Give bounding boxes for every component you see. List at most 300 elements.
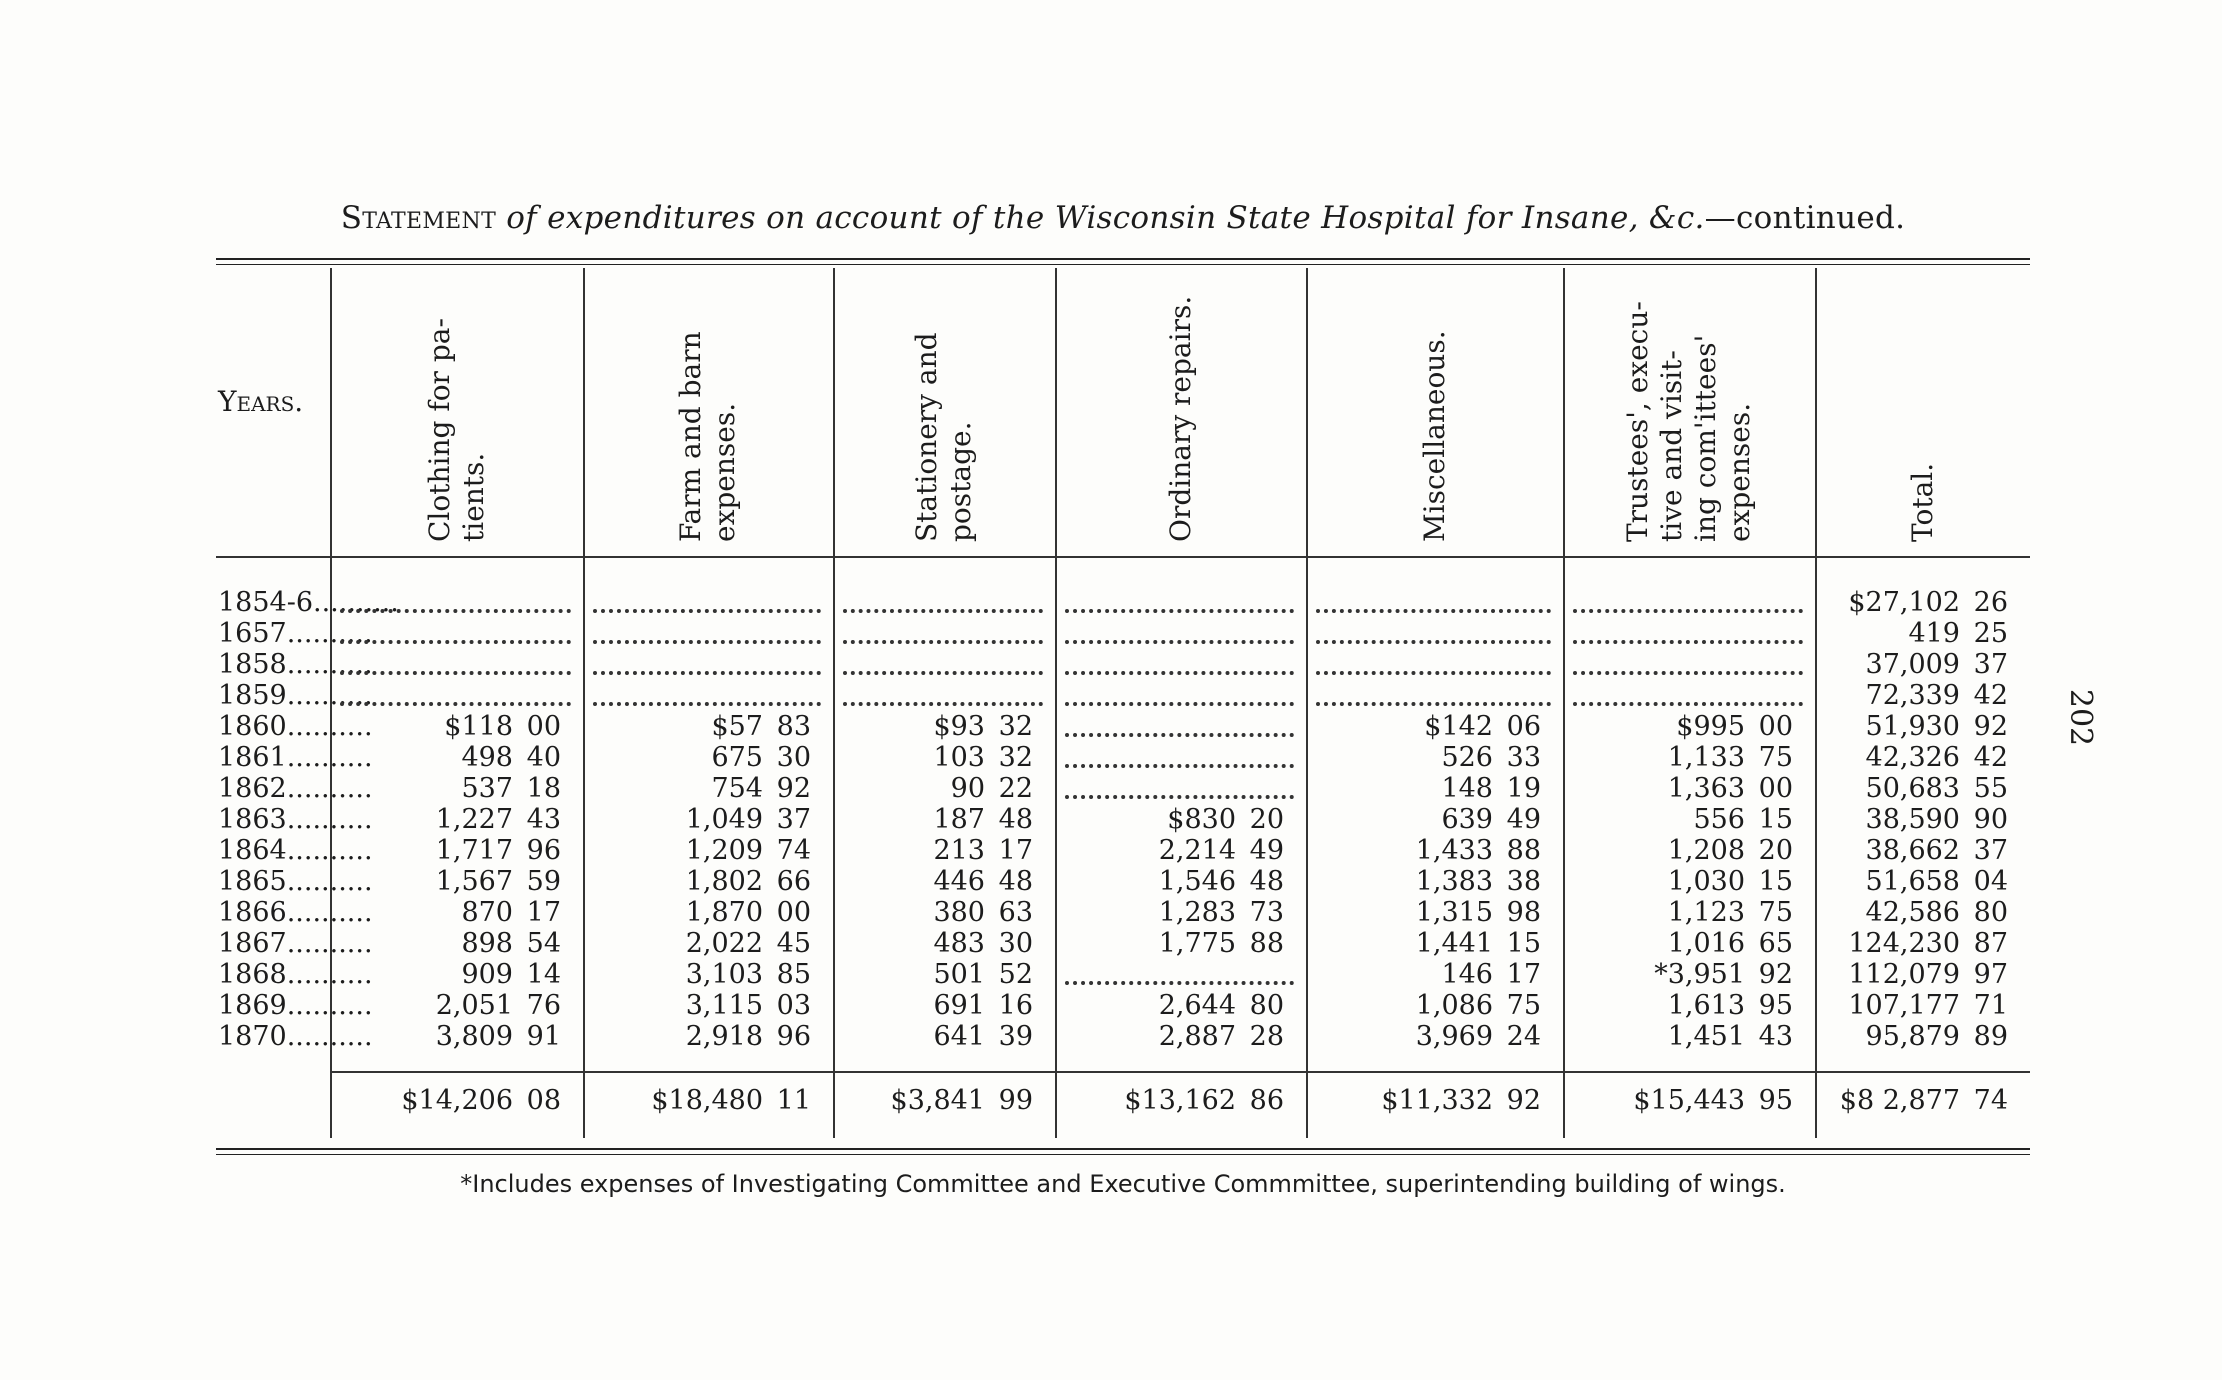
amount-cell	[330, 866, 561, 897]
year-label: 1865..........	[218, 866, 373, 897]
cents: 15	[1506, 928, 1541, 959]
dollars: 112,079	[1848, 959, 1960, 990]
amount-cell	[583, 711, 811, 742]
dollars: 3,969	[1415, 1021, 1493, 1052]
table-title	[216, 200, 2030, 236]
amount-cell	[1815, 618, 2008, 649]
dot-leader	[843, 609, 1043, 613]
cents: 26	[1973, 587, 2008, 618]
dollars: 419	[1908, 618, 1960, 649]
amount-cell	[1563, 897, 1793, 928]
amount-cell	[1815, 649, 2008, 680]
cents: 32	[998, 742, 1033, 773]
amount-cell	[583, 773, 811, 804]
dollars: 537	[461, 773, 513, 804]
amount-cell	[1306, 711, 1541, 742]
column-header	[674, 268, 742, 544]
dot-leader	[843, 640, 1043, 644]
cents: 73	[1249, 897, 1284, 928]
dollars: 909	[461, 959, 513, 990]
title-suffix: —continued.	[1704, 200, 1906, 236]
dollars: 641	[933, 1021, 985, 1052]
year-label: 1868..........	[218, 959, 373, 990]
cents: 38	[1506, 866, 1541, 897]
dollars: $57	[711, 711, 763, 742]
dollars: 1,049	[685, 804, 763, 835]
cents: 22	[998, 773, 1033, 804]
dollars: 1,567	[435, 866, 513, 897]
amount-cell	[833, 1021, 1033, 1052]
cents: 48	[1249, 866, 1284, 897]
dollars: 1,283	[1158, 897, 1236, 928]
cents: 97	[1973, 959, 2008, 990]
page-number: 202	[2063, 688, 2099, 747]
dollars: 1,433	[1415, 835, 1493, 866]
bottom-rule	[216, 1148, 2030, 1150]
column-header-label: Ordinary repairs.	[1163, 295, 1197, 542]
dollars: 187	[933, 804, 985, 835]
dollars: 1,613	[1667, 990, 1745, 1021]
cents: 90	[1973, 804, 2008, 835]
dot-leader	[843, 671, 1043, 675]
dollars: 1,717	[435, 835, 513, 866]
dollars: $995	[1676, 711, 1745, 742]
cents: 00	[776, 897, 811, 928]
year-label: 1859..........	[218, 680, 373, 711]
dot-leader	[593, 671, 821, 675]
amount-cell	[1815, 773, 2008, 804]
dollars: 1,383	[1415, 866, 1493, 897]
cents: 74	[776, 835, 811, 866]
cents: 20	[1249, 804, 1284, 835]
title-body: of expenditures on account of the Wisconsin State Hospital for Insane, &c.	[506, 200, 1705, 236]
amount-cell	[330, 1021, 561, 1052]
column-header-label: Total.	[1905, 462, 1939, 542]
dollars: 38,662	[1865, 835, 1960, 866]
cents: 20	[1758, 835, 1793, 866]
dollars: 1,016	[1667, 928, 1745, 959]
year-label: 1862..........	[218, 773, 373, 804]
cents: 17	[998, 835, 1033, 866]
dot-leader	[1573, 671, 1803, 675]
dollars: 501	[933, 959, 985, 990]
amount-cell	[583, 742, 811, 773]
year-label: 1867..........	[218, 928, 373, 959]
cents: 42	[1973, 680, 2008, 711]
amount-cell	[1563, 866, 1793, 897]
dollars: $14,206	[401, 1085, 513, 1116]
cents: 92	[1758, 959, 1793, 990]
dollars: $830	[1167, 804, 1236, 835]
cents: 06	[1506, 711, 1541, 742]
dot-leader	[1316, 640, 1551, 644]
column-header	[1621, 268, 1757, 544]
dollars: $8 2,877	[1839, 1085, 1960, 1116]
cents: 33	[1506, 742, 1541, 773]
amount-cell	[1815, 742, 2008, 773]
amount-cell	[1563, 959, 1793, 990]
bottom-rule-thin	[216, 1154, 2030, 1155]
column-header-label: Farm and barn expenses.	[674, 331, 741, 542]
dollars: $11,332	[1381, 1085, 1493, 1116]
amount-cell	[1055, 897, 1284, 928]
year-label: 1864..........	[218, 835, 373, 866]
amount-cell	[1563, 773, 1793, 804]
amount-cell	[1815, 990, 2008, 1021]
cents: 55	[1973, 773, 2008, 804]
amount-cell	[833, 959, 1033, 990]
amount-cell	[1815, 587, 2008, 618]
dollars: 1,441	[1415, 928, 1493, 959]
dollars: 103	[933, 742, 985, 773]
dollars: 95,879	[1865, 1021, 1960, 1052]
dollars: $142	[1424, 711, 1493, 742]
dot-leader	[1573, 702, 1803, 706]
cents: 54	[526, 928, 561, 959]
dot-leader	[593, 702, 821, 706]
year-label: 1858..........	[218, 649, 373, 680]
amount-cell	[1815, 835, 2008, 866]
year-label: 1866..........	[218, 897, 373, 928]
cents: 48	[998, 804, 1033, 835]
dollars: 870	[461, 897, 513, 928]
amount-cell	[1306, 959, 1541, 990]
amount-cell	[833, 866, 1033, 897]
dot-leader	[593, 640, 821, 644]
cents: 96	[776, 1021, 811, 1052]
total-cell	[583, 1085, 811, 1116]
amount-cell	[1815, 711, 2008, 742]
dollars: 1,030	[1667, 866, 1745, 897]
dollars: $15,443	[1633, 1085, 1745, 1116]
dollars: 3,809	[435, 1021, 513, 1052]
amount-cell	[1563, 1021, 1793, 1052]
amount-cell	[1055, 866, 1284, 897]
amount-cell	[1563, 928, 1793, 959]
cents: 52	[998, 959, 1033, 990]
cents: 00	[1758, 711, 1793, 742]
amount-cell	[1306, 866, 1541, 897]
total-cell	[1563, 1085, 1793, 1116]
total-cell	[1055, 1085, 1284, 1116]
cents: 80	[1973, 897, 2008, 928]
cents: 24	[1506, 1021, 1541, 1052]
dollars: 38,590	[1865, 804, 1960, 835]
years-header: Years.	[218, 385, 304, 418]
cents: 75	[1506, 990, 1541, 1021]
dot-leader	[1065, 981, 1294, 985]
cents: 92	[1973, 711, 2008, 742]
amount-cell	[1815, 897, 2008, 928]
dollars: 1,208	[1667, 835, 1745, 866]
cents: 95	[1758, 990, 1793, 1021]
dollars: 691	[933, 990, 985, 1021]
cents: 30	[998, 928, 1033, 959]
dot-leader	[1065, 795, 1294, 799]
dot-leader	[1065, 702, 1294, 706]
amount-cell	[1815, 959, 2008, 990]
cents: 63	[998, 897, 1033, 928]
dollars: $118	[444, 711, 513, 742]
cents: 66	[776, 866, 811, 897]
dot-leader	[1065, 609, 1294, 613]
column-header	[1418, 268, 1452, 544]
year-label: 1657..........	[218, 618, 373, 649]
dollars: 639	[1441, 804, 1493, 835]
dollars: $3,841	[890, 1085, 985, 1116]
title-prefix: Statement	[340, 200, 497, 236]
amount-cell	[330, 928, 561, 959]
dot-leader	[843, 702, 1043, 706]
dollars: $13,162	[1124, 1085, 1236, 1116]
cents: 43	[526, 804, 561, 835]
dollars: 3,115	[685, 990, 763, 1021]
total-cell	[833, 1085, 1033, 1116]
dollars: 1,123	[1667, 897, 1745, 928]
column-header-label: Stationery and postage.	[910, 332, 977, 542]
amount-cell	[330, 990, 561, 1021]
amount-cell	[1563, 711, 1793, 742]
cents: 04	[1973, 866, 2008, 897]
dollars: 51,930	[1865, 711, 1960, 742]
dot-leader	[340, 671, 571, 675]
cents: 30	[776, 742, 811, 773]
amount-cell	[330, 897, 561, 928]
amount-cell	[1815, 866, 2008, 897]
cents: 96	[526, 835, 561, 866]
dollars: 446	[933, 866, 985, 897]
amount-cell	[1563, 990, 1793, 1021]
cents: 49	[1249, 835, 1284, 866]
column-header	[1906, 268, 1940, 544]
dollars: 124,230	[1848, 928, 1960, 959]
cents: 18	[526, 773, 561, 804]
amount-cell	[1815, 928, 2008, 959]
cents: 83	[776, 711, 811, 742]
cents: 95	[1758, 1085, 1793, 1116]
dollars: 1,363	[1667, 773, 1745, 804]
dollars: 42,586	[1865, 897, 1960, 928]
cents: 00	[526, 711, 561, 742]
year-label: 1854-6..........	[218, 587, 399, 618]
dollars: 90	[950, 773, 985, 804]
top-rule-thin	[216, 264, 2030, 265]
dot-leader	[1065, 733, 1294, 737]
cents: 37	[776, 804, 811, 835]
cents: 37	[1973, 835, 2008, 866]
column-header-label: Clothing for pa- tients.	[422, 318, 490, 542]
dollars: 2,918	[685, 1021, 763, 1052]
dollars: 675	[711, 742, 763, 773]
amount-cell	[833, 711, 1033, 742]
dot-leader	[1573, 609, 1803, 613]
amount-cell	[583, 959, 811, 990]
cents: 40	[526, 742, 561, 773]
totals-rule	[330, 1071, 2030, 1073]
cents: 49	[1506, 804, 1541, 835]
amount-cell	[1306, 928, 1541, 959]
cents: 92	[776, 773, 811, 804]
total-cell	[1815, 1085, 2008, 1116]
amount-cell	[833, 835, 1033, 866]
dollars: 146	[1441, 959, 1493, 990]
cents: 59	[526, 866, 561, 897]
amount-cell	[1563, 804, 1793, 835]
cents: 76	[526, 990, 561, 1021]
cents: 65	[1758, 928, 1793, 959]
column-header	[1164, 268, 1198, 544]
amount-cell	[330, 804, 561, 835]
dot-leader	[340, 609, 571, 613]
cents: 43	[1758, 1021, 1793, 1052]
cents: 91	[526, 1021, 561, 1052]
dollars: 37,009	[1865, 649, 1960, 680]
amount-cell	[1815, 804, 2008, 835]
cents: 39	[998, 1021, 1033, 1052]
dollars: 213	[933, 835, 985, 866]
amount-cell	[1306, 742, 1541, 773]
column-header	[910, 268, 978, 544]
amount-cell	[330, 773, 561, 804]
dollars: 498	[461, 742, 513, 773]
dot-leader	[1316, 671, 1551, 675]
dollars: 1,546	[1158, 866, 1236, 897]
amount-cell	[1563, 835, 1793, 866]
dollars: 1,802	[685, 866, 763, 897]
dot-leader	[1065, 764, 1294, 768]
dollars: 107,177	[1848, 990, 1960, 1021]
dollars: 2,022	[685, 928, 763, 959]
dollars: 2,214	[1158, 835, 1236, 866]
cents: 25	[1973, 618, 2008, 649]
cents: 11	[776, 1085, 811, 1116]
dot-leader	[593, 609, 821, 613]
cents: 74	[1973, 1085, 2008, 1116]
cents: 08	[526, 1085, 561, 1116]
dollars: 42,326	[1865, 742, 1960, 773]
dot-leader	[1316, 702, 1551, 706]
amount-cell	[583, 804, 811, 835]
amount-cell	[1055, 928, 1284, 959]
amount-cell	[833, 773, 1033, 804]
dollars: 72,339	[1865, 680, 1960, 711]
dollars: $93	[933, 711, 985, 742]
cents: 71	[1973, 990, 2008, 1021]
dollars: *3,951	[1654, 959, 1745, 990]
cents: 48	[998, 866, 1033, 897]
dollars: 1,209	[685, 835, 763, 866]
cents: 28	[1249, 1021, 1284, 1052]
cents: 19	[1506, 773, 1541, 804]
amount-cell	[330, 711, 561, 742]
cents: 15	[1758, 866, 1793, 897]
dollars: 1,133	[1667, 742, 1745, 773]
cents: 75	[1758, 742, 1793, 773]
column-header-label: Trustees', execu- tive and visit- ing com'ittees' expenses.	[1621, 301, 1756, 542]
cents: 86	[1249, 1085, 1284, 1116]
dollars: 380	[933, 897, 985, 928]
dollars: 754	[711, 773, 763, 804]
cents: 88	[1249, 928, 1284, 959]
dollars: 556	[1693, 804, 1745, 835]
amount-cell	[833, 990, 1033, 1021]
header-rule	[216, 556, 2030, 558]
amount-cell	[833, 804, 1033, 835]
dollars: 898	[461, 928, 513, 959]
amount-cell	[833, 928, 1033, 959]
dot-leader	[1065, 671, 1294, 675]
dollars: 50,683	[1865, 773, 1960, 804]
amount-cell	[583, 928, 811, 959]
total-cell	[330, 1085, 561, 1116]
amount-cell	[1306, 990, 1541, 1021]
year-label: 1869..........	[218, 990, 373, 1021]
dollars: 3,103	[685, 959, 763, 990]
column-header	[423, 268, 491, 544]
year-label: 1870..........	[218, 1021, 373, 1052]
dollars: 2,644	[1158, 990, 1236, 1021]
dollars: 1,451	[1667, 1021, 1745, 1052]
cents: 15	[1758, 804, 1793, 835]
dot-leader	[1316, 609, 1551, 613]
year-label: 1861..........	[218, 742, 373, 773]
cents: 85	[776, 959, 811, 990]
footnote: *Includes expenses of Investigating Committee and Executive Commmittee, superintending building of wings.	[460, 1170, 1786, 1198]
cents: 87	[1973, 928, 2008, 959]
cents: 03	[776, 990, 811, 1021]
cents: 17	[526, 897, 561, 928]
dollars: $27,102	[1848, 587, 1960, 618]
dollars: 2,887	[1158, 1021, 1236, 1052]
cents: 14	[526, 959, 561, 990]
amount-cell	[583, 835, 811, 866]
dot-leader	[1065, 640, 1294, 644]
dollars: 1,086	[1415, 990, 1493, 1021]
amount-cell	[330, 742, 561, 773]
amount-cell	[1055, 990, 1284, 1021]
dollars: 148	[1441, 773, 1493, 804]
cents: 99	[998, 1085, 1033, 1116]
amount-cell	[583, 897, 811, 928]
amount-cell	[1306, 1021, 1541, 1052]
amount-cell	[1306, 897, 1541, 928]
amount-cell	[1306, 835, 1541, 866]
cents: 92	[1506, 1085, 1541, 1116]
top-rule	[216, 258, 2030, 260]
total-cell	[1306, 1085, 1541, 1116]
amount-cell	[1563, 742, 1793, 773]
amount-cell	[1815, 1021, 2008, 1052]
cents: 32	[998, 711, 1033, 742]
dot-leader	[340, 702, 571, 706]
amount-cell	[330, 959, 561, 990]
dollars: 526	[1441, 742, 1493, 773]
amount-cell	[833, 897, 1033, 928]
cents: 89	[1973, 1021, 2008, 1052]
cents: 80	[1249, 990, 1284, 1021]
dot-leader	[1573, 640, 1803, 644]
cents: 17	[1506, 959, 1541, 990]
amount-cell	[833, 742, 1033, 773]
amount-cell	[1306, 804, 1541, 835]
dot-leader	[340, 640, 571, 644]
column-header-label: Miscellaneous.	[1417, 330, 1451, 542]
amount-cell	[583, 866, 811, 897]
amount-cell	[583, 1021, 811, 1052]
dollars: 2,051	[435, 990, 513, 1021]
amount-cell	[1055, 804, 1284, 835]
dollars: 51,658	[1865, 866, 1960, 897]
